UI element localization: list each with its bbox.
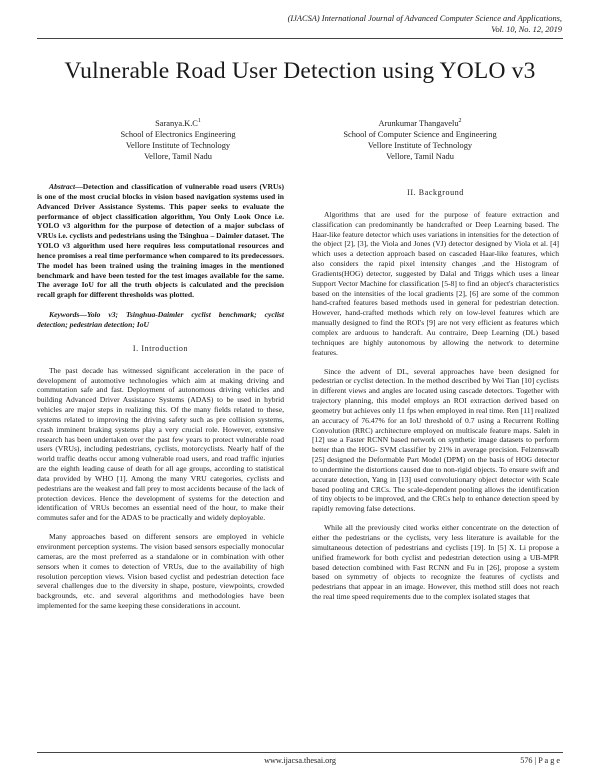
page-number: 576 | P a g e xyxy=(520,756,560,765)
author-inst: Vellore Institute of Technology xyxy=(125,141,231,151)
author-city: Vellore, Tamil Nadu xyxy=(144,152,212,162)
section-heading-introduction: I. Introduction xyxy=(132,343,189,353)
author-inst: Vellore Institute of Technology xyxy=(367,141,473,151)
author-dept: School of Computer Science and Engineering xyxy=(343,130,497,139)
abstract xyxy=(37,182,284,300)
footer-rule xyxy=(37,752,563,753)
keywords xyxy=(37,310,284,330)
intro-paragraph-1: The past decade has witnessed significant acceleration in the pace of development of automotive technologies which aim at making driving and commutation safe and fast. Deployment of autonomous driving vehicles and building Advanced Driver Assistance Systems (ADAS) to be used in hybrid vehicles are major steps in realizing this. Of the many fields related to these, systems related to improving the driving safety such as pre collision systems, crash imminent braking systems play a very crucial role. However, extensive research has been undertaken over the past few years to protect vulnerable road users (VRUs), including pedestrians, cyclists, motorcyclists. Nearly half of the world traffic deaths occur among vulnerable road users, and road traffic injuries are the eighth leading cause of death for all age groups, according to statistical data provided by WHO [1]. Among the many VRU categories, cyclists and pedestrians are the weakest and fall prey to most accidents because of the lack of protection devices. Hence the development of systems for the detection and identification of VRUs becomes an essential need of the hour, to make their commutes safer and for the ADAS to be practically and widely deployable. xyxy=(37,365,284,523)
author-sup: 1 xyxy=(197,118,201,124)
author-block-2 xyxy=(300,116,540,163)
author-name: Arunkumar Thangavelu xyxy=(378,118,459,128)
author-dept: School of Electronics Engineering xyxy=(120,130,236,139)
author-block-1 xyxy=(58,116,298,163)
author-city: Vellore, Tamil Nadu xyxy=(386,152,454,162)
left-column xyxy=(37,182,284,611)
footer-url: www.ijacsa.thesai.org xyxy=(264,756,336,765)
keywords-label: Keywords xyxy=(49,310,80,320)
section-heading-background: II. Background xyxy=(407,188,464,197)
right-column xyxy=(312,182,559,602)
journal-header xyxy=(202,14,562,35)
intro-paragraph-2: Many approaches based on different sensors are employed in vehicle environment perception systems. The vision based sensors especially monocular cameras, are the most preferred as a standalone or in combination with other sensors when it comes to detection of VRUs, due to the availability of high resolution perception views. Vision based cyclist and pedestrian detection face several challenges due to the diversity in shape, posture, viewpoints, crowded backgrounds, etc. and several algorithms and methodologies have been implemented for the same keeping these considerations in account. xyxy=(37,532,284,611)
paper-title: Vulnerable Road User Detection using YOLO v3 xyxy=(64,58,536,84)
author-sup: 2 xyxy=(458,118,462,124)
abstract-text: —Detection and classification of vulnerable road users (VRUs) is one of the most crucial blocks in vision based navigation systems used in Advanced Driver Assistance Systems. This paper seeks to evaluate the performance of object classification algorithm, You Only Look Once i.e. YOLO v3 algorithm for the purpose of detection of a major subclass of VRUs i.e. cyclists and pedestrians using the Tsinghua – Daimler dataset. The YOLO v3 algorithm used here requires less computational resources and hence promises a real time performance when compared to its predecessors. The model has been trained using the training images in the mentioned benchmark and have been tested for the test images available for the same. The average IoU for all the truth objects is calculated and the precision recall graph for different thresholds was plotted. xyxy=(37,182,284,300)
author-name: Saranya.K.C xyxy=(155,118,198,128)
background-paragraph-1: Algorithms that are used for the purpose of feature extraction and classification can predominantly be handcrafted or Deep Learning based. The Haar-like feature detector which uses variations in intensities for the detection of the object [2], [3], the Viola and Jones (VJ) detector designed by Viola et al. [4] which uses a detection approach based on cascaded Haar-like features, which also considers the rapid pixel intensity changes ,and the Histogram of Gradients(HOG) detector, suggested by Dalal and Triggs which uses a linear Support Vector Machine for classification [5-8] to find an object's characteristics based on the intensities of the local gradients [2], [6] are some of the common hand-crafted features based methods used in general for pedestrian detection. However, hand-crafted methods which rely on low-level features which are manually designed to find the ROI's [9] are not very efficient as features which complex are arduous to handcraft. Au contraire, Deep Learning (DL) based techniques are highly autonomous by allowing the network to determine features. xyxy=(312,209,559,357)
keywords-text: —Yolo v3; Tsinghua-Daimler cyclist benchmark; cyclist detection; pedestrian detection; IoU xyxy=(37,310,284,329)
background-paragraph-3: While all the previously cited works either concentrate on the detection of either the pedestrians or the cyclists, very less literature is available for the simultaneous detection of pedestrians and cyclists [19]. In [5] X. Li propose a unified framework for both cyclist and pedestrian detection using a UB-MPR based detection combined with Fast RCNN and Fu in [26], propose a system based on symmetry of objects to recognize the features of cyclists and pedestrians that appear in an image. However, this method still does not reach the real time speed requirements due to the complex isolated stages that xyxy=(312,523,559,602)
journal-line-1: (IJACSA) International Journal of Advanced Computer Science and Applications, xyxy=(287,14,562,23)
journal-line-2: Vol. 10, No. 12, 2019 xyxy=(491,24,562,34)
background-paragraph-2: Since the advent of DL, several approaches have been designed for pedestrian or cyclist detection. In the method described by Wei Tian [10] cyclists in different views and angles are located using cascade detectors. Together with trajectory planning, this model employs an ROI extraction derived based on geometry but achieves only 11 fps when employed in real time. Ren [11] realized an accuracy of 76.47% for an IoU threshold of 0.7 using a Recurrent Rolling Convolution (RRC) architecture employed on multiscale feature maps. Saleh in [12] use a Faster RCNN based network on synthetic image datasets to perform better than the HOG- SVM classifier by 21% in average precision. Felzenswalb [25] designed the Deformable Part Model (DPM) on the basis of HOG detector to undermine the distortions caused due to non-rigid objects. To ensure swift and accurate detection, Yang in [13] used convolutionary object detector with Scale based pooling and CRCs. The scale-dependent pooling allows the identification of tiny objects to be improved, and the CRCs help to enhance detection speed by rapidly removing false detections. xyxy=(312,366,559,514)
header-rule xyxy=(37,38,563,39)
abstract-label: Abstract xyxy=(49,182,76,191)
